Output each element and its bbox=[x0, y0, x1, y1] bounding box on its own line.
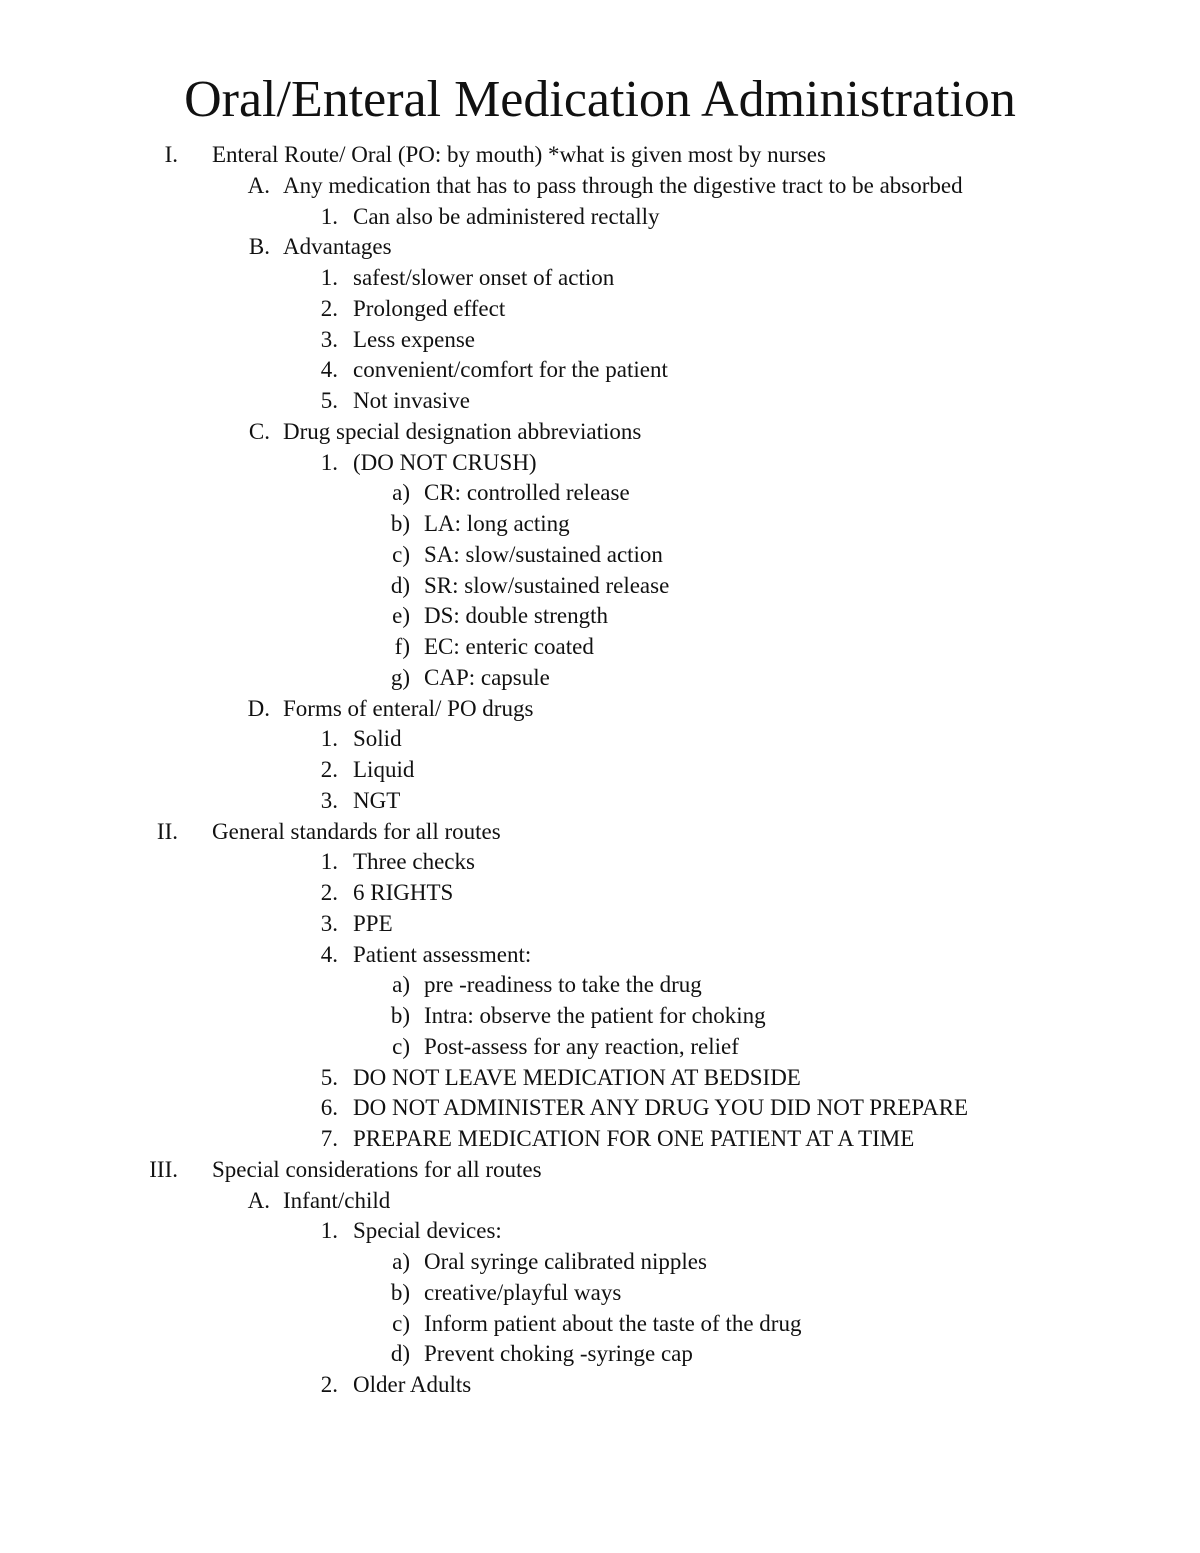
outline-text: Post-assess for any reaction, relief bbox=[424, 1033, 739, 1059]
outline-text: DS: double strength bbox=[424, 603, 608, 629]
outline-item-level-3 bbox=[0, 909, 1200, 939]
outline-text: NGT bbox=[353, 787, 401, 813]
outline-marker: 1. bbox=[320, 449, 338, 475]
outline-marker: 2. bbox=[320, 880, 338, 905]
outline-text: Advantages bbox=[283, 234, 392, 260]
outline-text: PPE bbox=[353, 910, 393, 936]
outline-text: Three checks bbox=[353, 849, 475, 875]
outline-item-level-4 bbox=[0, 540, 1200, 570]
outline-marker: A. bbox=[247, 172, 270, 198]
outline-text: PREPARE MEDICATION FOR ONE PATIENT AT A TIME bbox=[353, 1126, 915, 1151]
outline-text: Intra: observe the patient for choking bbox=[424, 1003, 766, 1028]
outline-marker: 4. bbox=[320, 941, 338, 967]
outline-item-level-4 bbox=[0, 1309, 1200, 1339]
outline-marker: 2. bbox=[320, 757, 338, 782]
outline-text: CR: controlled release bbox=[424, 480, 630, 506]
outline-text: Not invasive bbox=[353, 388, 470, 413]
outline-item-level-3 bbox=[0, 1370, 1200, 1400]
outline-item-level-4 bbox=[0, 663, 1200, 693]
document-title: Oral/Enteral Medication Administration bbox=[184, 71, 1016, 128]
outline-marker: C. bbox=[248, 418, 270, 444]
outline-item-level-4 bbox=[0, 571, 1200, 601]
outline-text: General standards for all routes bbox=[212, 818, 501, 844]
outline-text: Special devices: bbox=[353, 1218, 502, 1244]
outline-text: SA: slow/sustained action bbox=[424, 541, 663, 567]
outline-text: SR: slow/sustained release bbox=[424, 572, 670, 598]
outline-item-level-4 bbox=[0, 970, 1200, 1000]
outline-item-level-3 bbox=[0, 386, 1200, 416]
outline-item-level-4 bbox=[0, 1339, 1200, 1369]
outline-text: LA: long acting bbox=[424, 511, 570, 536]
outline-text: CAP: capsule bbox=[424, 664, 550, 690]
outline-marker: d) bbox=[390, 1341, 410, 1367]
outline-marker: a) bbox=[392, 972, 410, 998]
outline-item-level-3 bbox=[0, 755, 1200, 785]
outline-text: Drug special designation abbreviations bbox=[283, 418, 642, 444]
outline-item-level-3 bbox=[0, 202, 1200, 232]
outline-text: Can also be administered rectally bbox=[353, 203, 660, 229]
outline-text: Inform patient about the taste of the drug bbox=[424, 1310, 802, 1336]
outline-item-level-4 bbox=[0, 1032, 1200, 1062]
outline-text: Less expense bbox=[353, 326, 475, 352]
outline-item-level-3 bbox=[0, 1216, 1200, 1246]
outline-marker: c) bbox=[392, 541, 410, 567]
outline-text: Patient assessment: bbox=[353, 941, 532, 967]
outline-text: convenient/comfort for the patient bbox=[353, 357, 668, 383]
outline-marker: f) bbox=[394, 634, 410, 659]
outline-marker: 5. bbox=[320, 1064, 338, 1090]
outline-text: Solid bbox=[353, 726, 402, 752]
outline-marker: 3. bbox=[320, 910, 338, 936]
outline-text: Special considerations for all routes bbox=[212, 1156, 542, 1182]
outline-item-level-4 bbox=[0, 1001, 1200, 1031]
outline-item-level-3 bbox=[0, 786, 1200, 816]
outline-item-level-4 bbox=[0, 478, 1200, 508]
outline-marker: 1. bbox=[320, 1218, 338, 1244]
outline-item-level-4 bbox=[0, 1278, 1200, 1308]
outline-item-level-3 bbox=[0, 1124, 1200, 1154]
outline-marker: 3. bbox=[320, 326, 338, 352]
outline-item-level-2 bbox=[0, 232, 1200, 262]
outline-item-level-3 bbox=[0, 263, 1200, 293]
outline-item-level-3 bbox=[0, 325, 1200, 355]
outline-marker: 2. bbox=[320, 295, 338, 321]
outline-text: creative/playful ways bbox=[424, 1279, 622, 1305]
outline-text: Forms of enteral/ PO drugs bbox=[283, 695, 534, 721]
outline-marker: D. bbox=[247, 695, 270, 721]
outline-marker: e) bbox=[392, 603, 410, 629]
outline-marker: A. bbox=[247, 1187, 270, 1213]
outline-item-level-2 bbox=[0, 171, 1200, 201]
outline-text: Infant/child bbox=[283, 1187, 391, 1213]
outline-text: Liquid bbox=[353, 757, 415, 782]
outline-marker: I. bbox=[164, 142, 178, 167]
outline-text: 6 RIGHTS bbox=[353, 880, 454, 905]
outline-marker: a) bbox=[392, 480, 410, 506]
outline-item-level-4 bbox=[0, 632, 1200, 662]
outline-item-level-4 bbox=[0, 1247, 1200, 1277]
outline-marker: 6. bbox=[320, 1095, 338, 1121]
outline-marker: III. bbox=[149, 1156, 178, 1182]
outline-text: Any medication that has to pass through the digestive tract to be absorbed bbox=[283, 172, 963, 198]
outline-text: safest/slower onset of action bbox=[353, 265, 615, 290]
outline-marker: II. bbox=[156, 818, 178, 844]
outline-marker: b) bbox=[390, 511, 410, 536]
outline-text: Prolonged effect bbox=[353, 295, 506, 321]
outline-text: pre -readiness to take the drug bbox=[424, 972, 702, 998]
outline-item-level-1 bbox=[0, 140, 1200, 170]
outline-text: Prevent choking -syringe cap bbox=[424, 1341, 693, 1367]
outline-text: Oral syringe calibrated nipples bbox=[424, 1249, 707, 1274]
outline-item-level-3 bbox=[0, 847, 1200, 877]
outline-marker: d) bbox=[390, 572, 410, 598]
outline-item-level-3 bbox=[0, 1063, 1200, 1093]
outline-text: DO NOT LEAVE MEDICATION AT BEDSIDE bbox=[353, 1064, 801, 1090]
outline-marker: 5. bbox=[320, 388, 338, 413]
outline-item-level-2 bbox=[0, 694, 1200, 724]
outline-item-level-4 bbox=[0, 601, 1200, 631]
outline-marker: a) bbox=[392, 1249, 410, 1274]
outline-item-level-2 bbox=[0, 1186, 1200, 1216]
outline-marker: 1. bbox=[320, 203, 338, 229]
outline-item-level-1 bbox=[0, 1155, 1200, 1185]
outline-item-level-3 bbox=[0, 294, 1200, 324]
outline-item-level-3 bbox=[0, 940, 1200, 970]
outline-marker: 1. bbox=[320, 265, 338, 290]
outline-text: Enteral Route/ Oral (PO: by mouth) *what is given most by nurses bbox=[212, 142, 826, 167]
outline-marker: g) bbox=[390, 664, 410, 690]
outline-item-level-3 bbox=[0, 355, 1200, 385]
outline-item-level-3 bbox=[0, 1093, 1200, 1123]
outline-marker: 2. bbox=[320, 1372, 338, 1397]
outline-text: (DO NOT CRUSH) bbox=[353, 449, 537, 475]
outline-item-level-4 bbox=[0, 509, 1200, 539]
outline-item-level-3 bbox=[0, 878, 1200, 908]
outline-marker: c) bbox=[392, 1310, 410, 1336]
outline-item-level-3 bbox=[0, 448, 1200, 478]
outline-item-level-1 bbox=[0, 817, 1200, 847]
outline-text: Older Adults bbox=[353, 1372, 472, 1397]
outline-marker: 7. bbox=[320, 1126, 338, 1151]
outline-marker: 4. bbox=[320, 357, 338, 383]
outline-item-level-3 bbox=[0, 724, 1200, 754]
outline-marker: b) bbox=[390, 1279, 410, 1305]
outline-marker: B. bbox=[248, 234, 270, 260]
outline-marker: 1. bbox=[320, 726, 338, 752]
outline-marker: 3. bbox=[320, 787, 338, 813]
outline-text: DO NOT ADMINISTER ANY DRUG YOU DID NOT PREPARE bbox=[353, 1095, 969, 1121]
outline-marker: b) bbox=[390, 1003, 410, 1028]
outline-item-level-2 bbox=[0, 417, 1200, 447]
outline-text: EC: enteric coated bbox=[424, 634, 594, 659]
outline-marker: c) bbox=[392, 1033, 410, 1059]
outline-marker: 1. bbox=[320, 849, 338, 875]
